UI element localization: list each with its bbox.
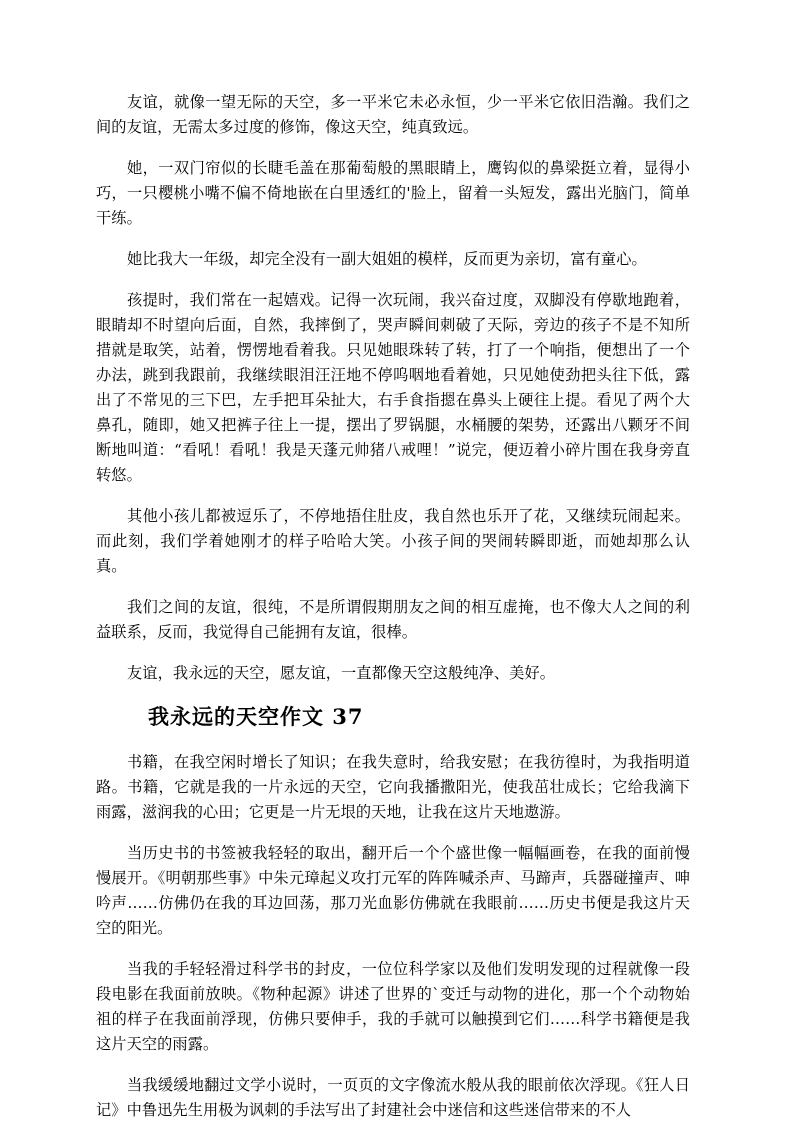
paragraph-childhood-play: 孩提时，我们常在一起嬉戏。记得一次玩闹，我兴奋过度，双脚没有停歇地跑着，眼睛却不时望向后面，自然，我摔倒了，哭声瞬间刺破了天际，旁边的孩子不是不知所措就是取笑，站着，愣愣地看着我。只见她眼珠转了转，打了一个响指，便想出了一个办法，跳到我跟前，我继续眼泪汪汪地不停呜咽地看着她，只见她使劲把头往下低，露出了不常见的三下巴，左手把耳朵扯大，右手食指摁在鼻头上硬往上提。看见了两个大鼻孔，随即，她又把裤子往上一提，摆出了罗锅腿，水桶腰的架势，还露出八颗牙不间断地叫道：“看吼！看吼！我是天蓬元帅猪八戒哩！”说完，便迈着小碎片围在我身旁直转悠。: [96, 291, 690, 484]
paragraph-older-grade: 她比我大一年级，却完全没有一副大姐姐的模样，反而更为亲切，富有童心。: [127, 250, 647, 268]
paragraph-science-books: 当我的手轻轻滑过科学书的封皮，一位位科学家以及他们发明发现的过程就像一段段电影在我面前放映。《物种起源》讲述了世界的`变迁与动物的进化，那一个个动物始祖的样子在我面前浮现，仿佛只要伸手，我的手就可以触摸到它们……科学书籍便是我这片天空的雨露。: [96, 960, 690, 1053]
paragraph-her-appearance: 她，一双门帘似的长睫毛盖在那葡萄般的黑眼睛上，鹰钩似的鼻梁挺立着，显得小巧，一只樱桃小嘴不偏不倚地嵌在白里透红的'脸上，留着一头短发，露出光脑门，简单干练。: [96, 159, 690, 227]
document-page: [96, 90, 690, 1139]
paragraph-friendship-sky: 友谊，就像一望无际的天空，多一平米它未必永恒，少一平米它依旧浩瀚。我们之间的友谊，无需太多过度的修饰，像这天空，纯真致远。: [96, 93, 690, 136]
paragraph-pure-friendship: 我们之间的友谊，很纯，不是所谓假期朋友之间的相互虚掩，也不像大人之间的利益联系，反而，我觉得自己能拥有友谊，很棒。: [96, 598, 690, 641]
paragraph-books-intro: 书籍，在我空闲时增长了知识；在我失意时，给我安慰；在我彷徨时，为我指明道路。书籍，它就是我的一片永远的天空，它向我播撒阳光，使我茁壮成长；它给我滴下雨露，滋润我的心田；它更是一片无垠的天地，让我在这片天地遨游。: [96, 753, 690, 821]
paragraph-friendship-conclusion: 友谊，我永远的天空，愿友谊，一直都像天空这般纯净、美好。: [127, 664, 556, 682]
paragraph-literature-books: 当我缓缓地翻过文学小说时，一页页的文字像流水般从我的眼前依次浮现。《狂人日记》中鲁迅先生用极为讽刺的手法写出了封建社会中迷信和这些迷信带来的不人: [96, 1076, 690, 1119]
paragraph-history-books: 当历史书的书签被我轻轻的取出，翻开后一个个盛世像一幅幅画卷，在我的面前慢慢展开。《明朝那些事》中朱元璋起义攻打元军的阵阵喊杀声、马蹄声，兵器碰撞声、呻吟声……仿佛仍在我的耳边回荡，那刀光血影仿佛就在我眼前……历史书便是我这片天空的阳光。: [96, 844, 690, 937]
paragraph-other-children: 其他小孩儿都被逗乐了，不停地捂住肚皮，我自然也乐开了花，又继续玩闹起来。而此刻，我们学着她刚才的样子哈哈大笑。小孩子间的哭闹转瞬即逝，而她却那么认真。: [96, 507, 690, 575]
section-title: 我永远的天空作文 37: [148, 704, 364, 729]
